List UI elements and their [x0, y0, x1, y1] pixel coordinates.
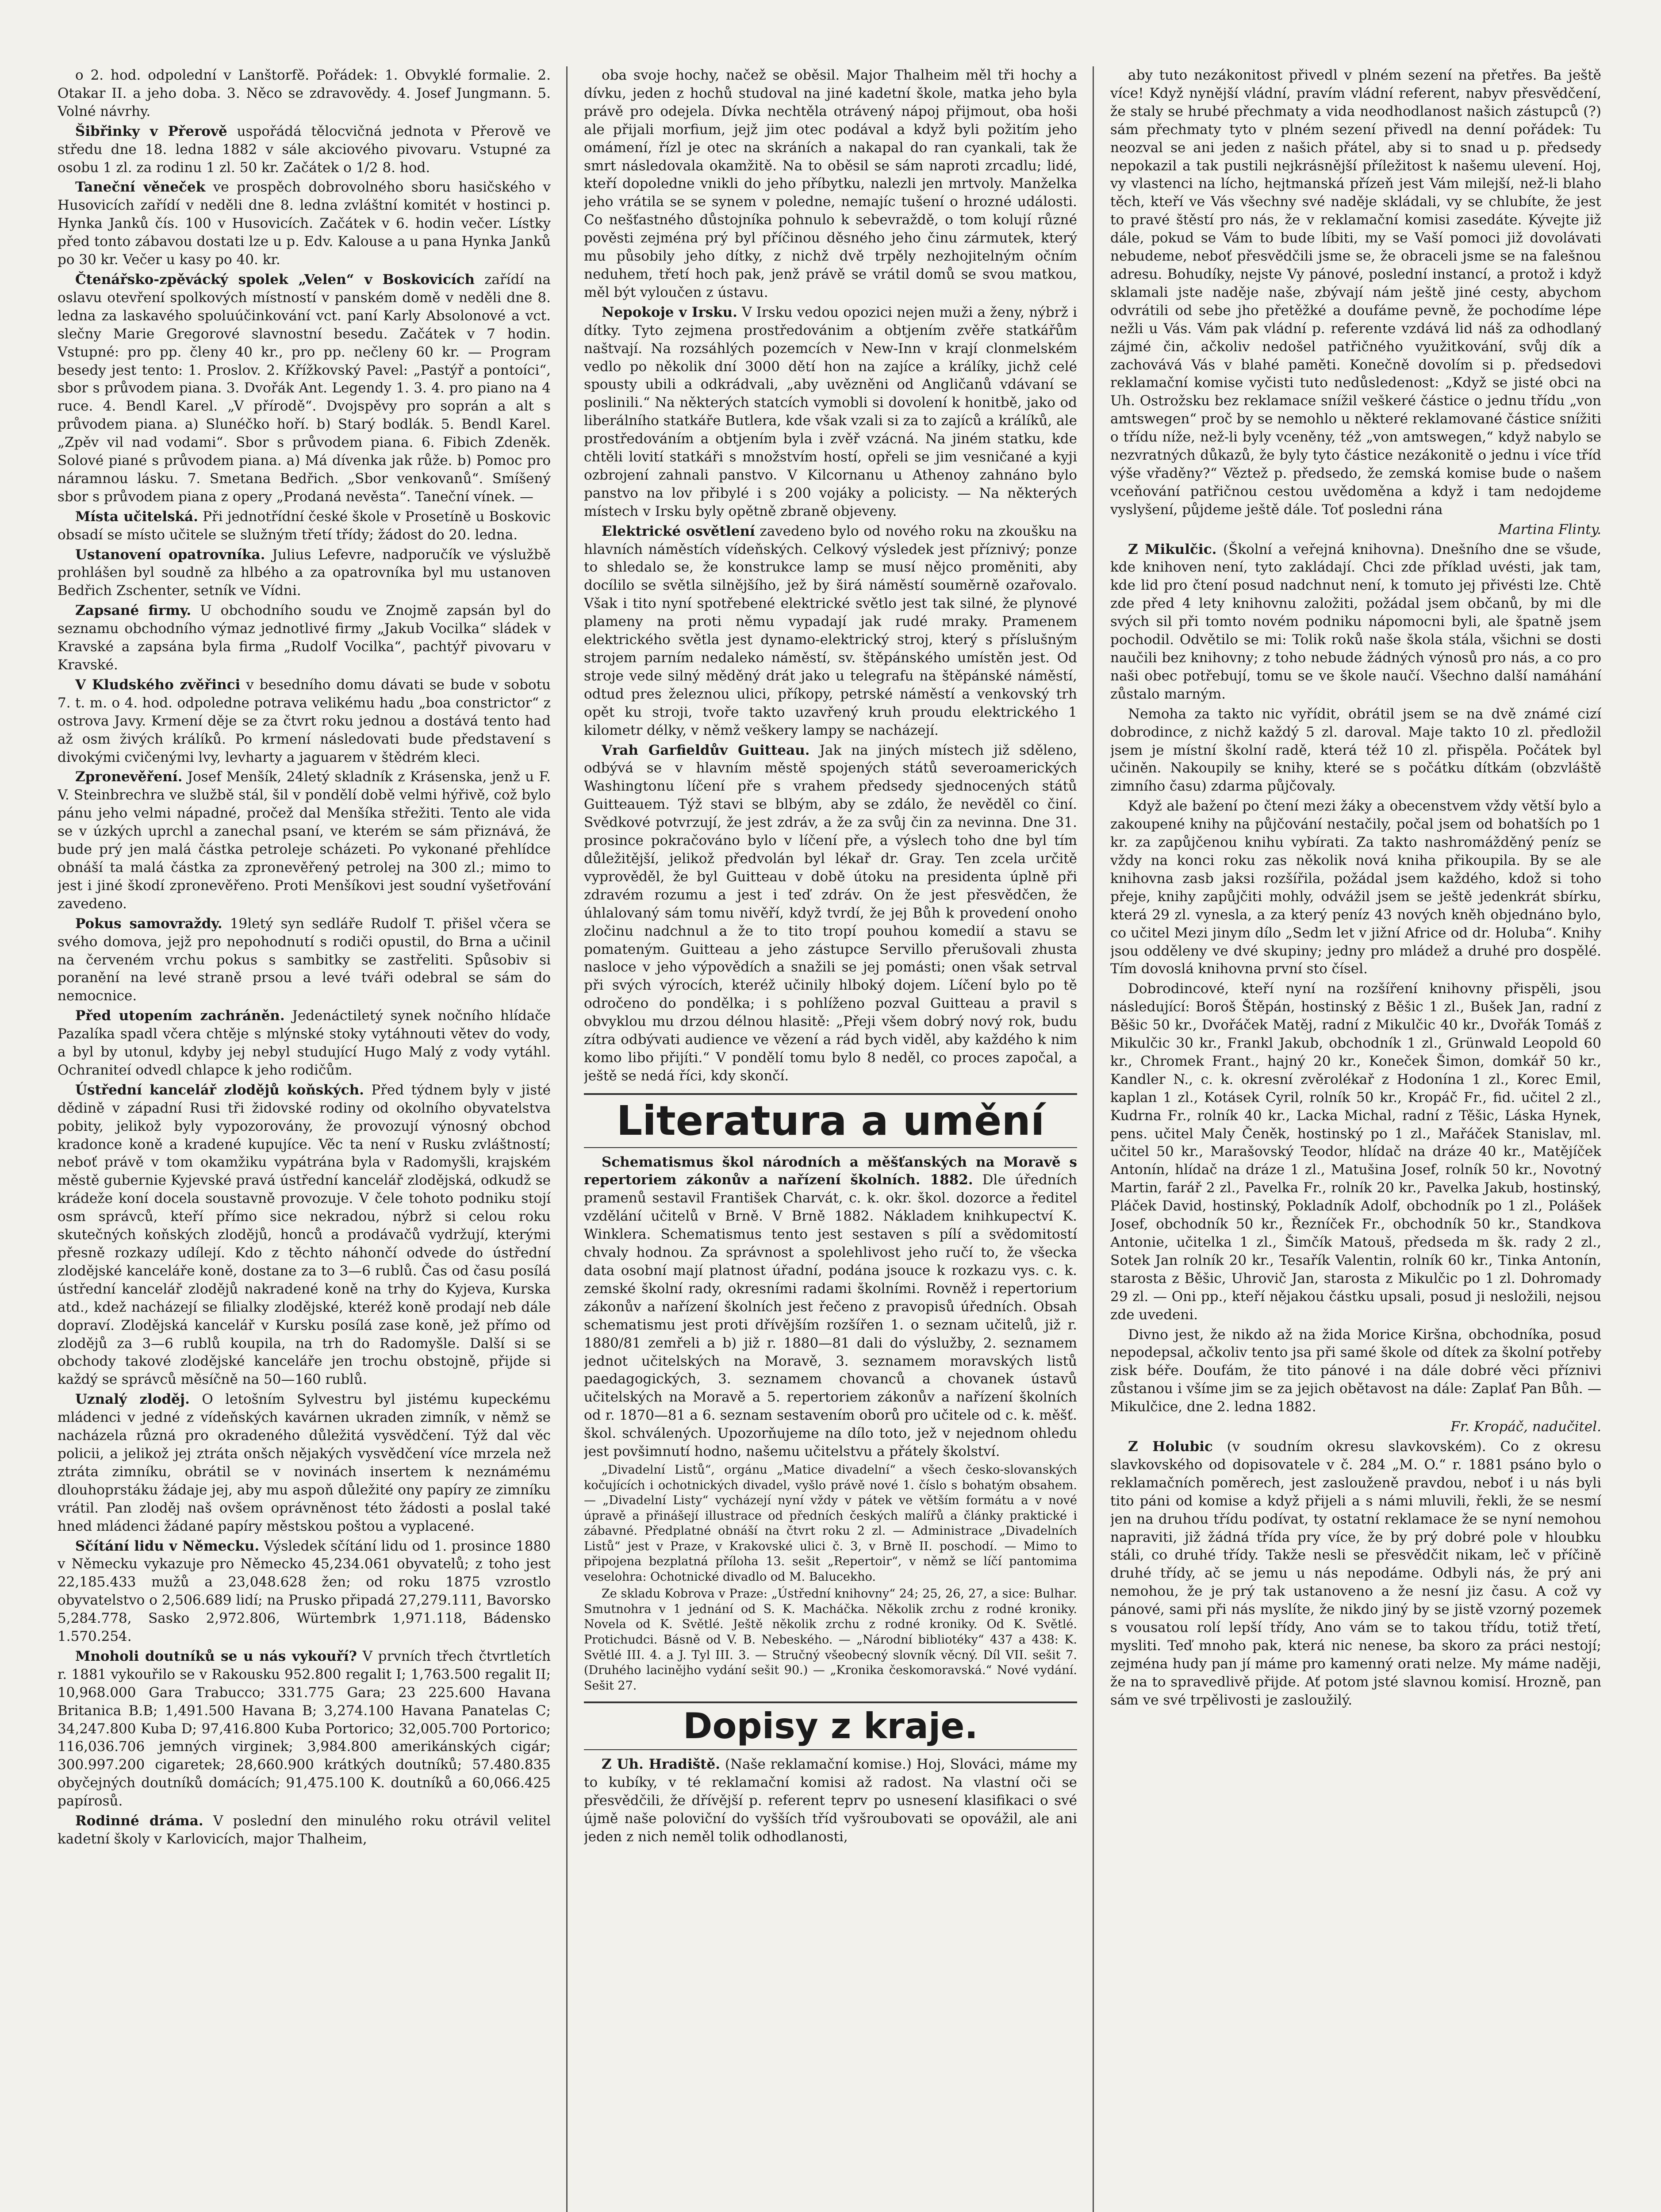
article-text: V Irsku vedou opozici nejen muži a ženy, nýbrž i dítky. Tyto zejmena prostředovánim a obtjením zvěře statkářům naštvají. Na rozsáhlých pozemcích v New-Inn v krají clonmelském vedlo po několik dní 3000 dětí hon na zajíce a králíky, jichž celé spousty ubili a odkrádvali, „aby uvězněni od Angličanů vdávaní se poslinili.“ Na některých statcích vymobli si dovolení k honitbě, jako od liberálního statkáře Butlera, kde však vzali si za to zajíců a králíků, ale prostředováním a obtjením byla i zvěř vzácná. Na jiném statku, kde chtěli lovití statkáři s množstvím hostí, opřeli se jim vesničané a kyji ozbrojení zahnali panstvo. V Kilcornanu u Athenoy zahnáno bylo panstvo na lov přibylé i s 200 vojáky a policisty. — Na některých místech v Irsku byly opětně zbraně objeveny. [584, 304, 1077, 519]
article-text: (Naše reklamační komise.) Hoj, Slováci, máme my to kubíky, v té reklamační komisi až radost. Na vlastní oči se přesvědčili, že dřívější p. referent teprv po usnesení klasifikaci o své újmě naše poloviční do vyšších tříd vyšroubovati se opovážil, ale ani jeden z nich neměl tolik odhodlanosti, [584, 1756, 1077, 1845]
article-paragraph [584, 66, 1077, 302]
article-text: zařídí na oslavu otevření spolkových místností v panském domě v neděli dne 8. ledna za laskavého spoluúčinkování vct. paní Karly Absolonové a vct. slečny Marie Gregorové slavnostní besedu. Začátek v 7 hodin. Vstupné: pro pp. členy 40 kr., pro pp. nečleny 60 kr. — Program besedy jest tento: 1. Proslov. 2. Křížkovský Pavel: „Pastýř a pontoíci“, sbor s průvodem piana. 3. Dvořák Ant. Legendy 1. 3. 4. pro piano na 4 ruce. 4. Bendl Karel. „V přírodě“. Dvojspěvy pro soprán a alt s průvodem piana. a) Slunéčko hoří. b) Starý bodlák. 5. Bendl Karel. „Zpěv vil nad vodami“. Sbor s průvodem piana. 6. Fibich Zdeněk. Solové piané s průvodem piana. a) Má dívenka jak růže. b) Pomoc pro náramnou lásku. 7. Smetana Bedřich. „Sbor venkovanů“. Smíšený sbor s průvodem piana z opery „Prodaná nevěsta“. Taneční vínek. — [58, 271, 551, 505]
article-paragraph [58, 1007, 551, 1079]
section-title: Literatura a umění [584, 1093, 1077, 1148]
article-text: oba svoje hochy, načež se oběsil. Major Thalheim měl tři hochy a dívku, jeden z hochů studoval na jiné kadetní škole, matka jeho byla právě pro odejela. Dívka nechtěla otrávený nápoj přijmout, oba hoši ale přijali morfium, jejž jim otec podával a když byli požitím jeho omámení, řízl je otec na skráních a nakapal do ran cyankali, tak že smrt následovala okamžitě. Na to oběsil se sám naproti zrcadlu; lidé, kteří dopoledne vnikli do jeho příbytku, nalezli jen mrtvoly. Manželka jeho vrátila se se synem v poledne, nemajíc tušení o hrozné události. Co nešťastného důstojníka pohnulo k sebevraždě, o tom kolují různé pověsti zejména prý byl příčinou děsného jeho činu zármutek, který mu působily jeho dítky, z nichž dvě trpěly nezhojitelným očním neduhem, třetí hoch pak, jenž právě se vrátil domů se svou matkou, měl být vyloučen z ústavu. [584, 67, 1077, 300]
article-text: „Divadelní Listů“, orgánu „Matice divadelní“ a všech česko-slovanských kočujících i ochotnických divadel, vyšlo právě nové 1. číslo s bohatým obsahem. — „Divadelní Listy“ vycházejí nyní vždy v pátek ve větším formátu a v nové úpravě a přinášejí illustrace od předních českých malířů a články praktické i zábavné. Předplatné obnáší na čtvrt roku 2 zl. — Administrace „Divadelních Listů“ jest v Praze, v Krakovské ulici č. 3, v Brně II. poschodí. — Mimo to připojena bezplatná příloha 13. sešit „Repertoir“, v němž se líčí pantomima veselohra: Ochotnické divadlo od M. Balucekho. [584, 1463, 1077, 1584]
article-heading: Čtenářsko-zpěvácký spolek „Velen“ v Boskovicích [75, 271, 475, 288]
article-paragraph [58, 1812, 551, 1848]
article-text: Jak na jiných místech již sděleno, odbývá se v hlavním městě spojených států severoamerických Washingtonu líčení pře s vrahem předsedy sjednocených států Guitteauem. Týž stavi se blbým, aby se zdálo, že nevěděl co činí. Svědkové potvrzují, že jest zdráv, a že za svůj čin za nevinna. Dne 31. prosince pokračováno bylo v líčení pře, a výslech toho dne byl tím důležitější, jelikož předvolán byl lékař dr. Gray. Ten zcela určitě vyprověděl, že byl Guitteau v době útoku na presidenta úplně při zdravém rozumu a jest i teď zdráv. On že jest přesvědčen, že úhlalovaný sám tomu nivěří, když tvrdí, že jej Bůh k provedení onoho zločinu nadchnul a že to tito tropí pouhou komedií a stavu se pomateným. Guitteau a jeho zástupce Servillo přerušovali zhusta nasloce v jeho výpovědích a snažili se jej pomásti; onen však setrval při svých výrocích, kteréž učinily hlboký dojem. Líčení bylo po tě odročeno do pondělka; i s pohlíženo pozval Guitteau a pravil s obvyklou mu drzou délnou hlasitě: „Přeji všem dobrý nový rok, budu zítra odbývati audience ve vězení a rád bych viděl, aby každého k nim komo libo přijíti.“ V pondělí tomu bylo 8 neděl, co proces započal, a ještě se nedá říci, kdy skončí. [584, 742, 1077, 1084]
article-text: Když ale bažení po čtení mezi žáky a obecenstvem vždy větší bylo a zakoupené knihy na půjčování nestačily, počal jsem od bohatších po 1 kr. za zapůjčenou knihu vybírati. Za takto nashromážděný peníz se vždy na konci roku zas několik nová kniha přikoupila. By se ale knihovna zasb jaksi rozšířila, požádal jsem každého, kdož si toho přeje, knihy zapůjčiti mohly, odvážil jsem se ještě jedenkrát sbírku, která 29 zl. vynesla, a za který peníz 43 nových kněh objednáno bylo, co učitel Mezi jinym dílo „Sedm let v jižní Africe od dr. Holuba“. Knihy jsou odděleny ve dvé skupiny; jedny pro mládež a druhé pro dospělé. Tím dovoslá knihovna první sto čísel. [1110, 798, 1601, 977]
article-paragraph [1110, 541, 1601, 703]
article-paragraph [584, 522, 1077, 740]
article-heading: Uznalý zloděj. [75, 1391, 190, 1408]
article-heading: Ustanovení opatrovníka. [75, 546, 265, 563]
article-text: Divno jest, že nikdo až na žida Morice Kiršna, obchodníka, posud nepodepsal, ačkoliv tento jsa při samé škole od dítek za školní potřeby zisk béře. Doufám, že tito pánové i na dále dobré věci příznivi zůstanou i všíme jim se za jejich obětavost na dále: Zaplať Pan Bůh. — Mikulčice, dne 2. ledna 1882. [1110, 1326, 1601, 1415]
article-paragraph [1110, 797, 1601, 978]
article-heading: Zpronevěření. [75, 769, 183, 785]
article-text: O letošním Sylvestru byl jistému kupeckému mládenci v jedné z vídeňských kavárnen ukraden zimník, v němž se nacházela různá pro okradeného důležitá vysvědčení. Týž dal věc policii, a jelikož jej ztráta onšch nějakých vysvědčení více mrzela než ztráta zimníku, obrátil se v novinách insertem k neznámému dlouhoprstáku žádaje jej, aby mu aspoň důležité ony papíry ze zimníku vrátil. Pan zloděj naš ovšem oprávněnost této žádosti a poslal také hned mládenci žádané papíry městskou poštou a vyplacené. [58, 1391, 551, 1534]
column-2 [584, 66, 1077, 2212]
article-paragraph [584, 1755, 1077, 1846]
column-rule [1093, 66, 1094, 2212]
article-text: Dobrodincové, kteří nyní na rozšíření knihovny přispěli, jsou následující: Boroš Štěpán, hostinský z Běšic 1 zl., Bušek Jan, radní z Běšic 50 kr., Dvořáček Matěj, radní z Mikulčic 40 kr., Dvořák Tomáš z Mikulčic 30 kr., Frankl Jakub, obchodník 1 zl., Grünwald Leopold 60 kr., Chromek Frant., hajný 20 kr., Koneček Šimon, domkář 50 kr., Kandler N., c. k. okresní zvěrolékař z Hodonína 1 zl., Korec Emil, kaplan 1 zl., Kotásek Cyril, rolník 50 kr., Kropáč Fr., fid. učitel 2 zl., Kudrna Fr., rolník 40 kr., Lacka Michal, radní z Těšic, Láska Hynek, pens. učitel Maly Čeněk, hostinský po 1 zl., Mařáček Stanislav, ml. učitel 50 kr., Marašovský Teodor, hlídač na dráze 40 kr., Matějíček Antonín, hlídač na dráze 1 zl., Matušina Josef, rolník 50 kr., Novotný Martin, farář 2 zl., Pavelka Fr., rolník 20 kr., Pavelka Jakub, hostinský, Pláček David, hostinský, Pokladník Adolf, obchodník po 1 zl., Polášek Josef, obchodník 50 kr., Řezníček Fr., obchodník 50 kr., Standkova Antonie, učitelka 1 zl., Šimčík Matouš, předseda m šk. rady 2 zl., Sotek Jan rolník 20 kr., Tesařík Valentin, rolník 60 kr., Tinka Antonín, starosta z Běšic, Uhrovič Jan, starosta z Mikulčic po 1 zl. Dohromady 29 zl. — Oni pp., kteří nějakou částku upsali, posud ji nesložili, nejsou zde uvedeni. [1110, 981, 1601, 1323]
column-1 [58, 66, 551, 2212]
article-text: Julius Lefevre, nadporučík ve výslužbě prohlášen byl soudně za hlbého a za opatrovníka byl mu ustanoven Bedřich Zschenter, setník ve Vídni. [58, 546, 551, 599]
article-signature: Fr. Kropáč, nadučitel. [1450, 1419, 1601, 1435]
article-paragraph [1110, 66, 1601, 519]
article-heading: Taneční věneček [75, 179, 206, 196]
article-heading: Nepokoje v Irsku. [602, 304, 737, 320]
article-text: (Školní a veřejná knihovna). Dnešního dne se všude, kde knihoven není, tyto zakládají. Chci zde příklad uvésti, jak tam, kde lid pro čtení posud nadchnut není, k tomuto jej přivésti lze. Chtě zde před 4 lety knihovnu založiti, požádal jsem občanů, by mi dle svých sil při tomto novém podniku nápomocni byli, ale špatně jsem pochodil. Odvětilo se mi: Tolik roků naše škola stála, všichni se dosti naučili bez knihovny; z toho nebude žádných výnosů pro nás, a co pro naši obec potřebují, tomu se ve škole naučí. Všechno další namáhání zůstalo marným. [1110, 541, 1601, 702]
article-heading: Sčítání lidu v Německu. [75, 1538, 260, 1554]
article-heading: Pokus samovraždy. [75, 915, 222, 932]
article-paragraph [584, 1153, 1077, 1461]
article-paragraph [58, 602, 551, 674]
article-text: V prvních třech čtvrtletích r. 1881 vykouřilo se v Rakousku 952.800 regalit I; 1,763.500 regalit II; 10,968.000 Gara Trabucco; 331.775 Gara; 23 225.600 Havana Britanica B.B; 1,491.500 Havana B; 3,274.100 Havana Panatelas C; 34,247.800 Kuba D; 97,416.800 Kuba Portorico; 32,005.700 Portorico; 116,036.706 jemných virginek; 3,984.800 amerikánských cigár; 300.997.200 cigaretek; 28,660.900 krátkých doutníků; 57.480.835 obyčejných doutníků domácích; 91,475.100 K. doutníků a 60,066.425 papírosů. [58, 1648, 551, 1809]
article-text: o 2. hod. odpolední v Lanštorfě. Pořádek: 1. Obvyklé formalie. 2. Otakar II. a jeho doba. 3. Něco se zdravovědy. 4. Josef Jungmann. 5. Volné návrhy. [58, 67, 551, 119]
article-paragraph [58, 1537, 551, 1646]
article-text: Ze skladu Kobrova v Praze: „Ústřední knihovny“ 24; 25, 26, 27, a sice: Bulhar. Smutnohra v 1 jednání od S. K. Macháčka. Několik zrchu z rodné kroniky. Novela od K. Světlé. Ještě několik zrchu z rodné kroniky. Od K. Světlé. Protichudci. Básně od V. B. Nebeského. — „Národní bibliotéky“ 437 a 438: K. Světlé III. 4. a J. Tyl III. 3. — Stručný všeobecný slovník věcný. Díl VII. sešit 7. (Druhého lacinějho vydání sešit 90.) — „Kronika českomoravská.“ Nové vydání. Sešit 27. [584, 1587, 1077, 1693]
article-paragraph [58, 546, 551, 600]
article-text: Při jednotřídní české škole v Prosetíně u Boskovic obsadí se místo učitele se služným třetí třídy; žádost do 20. ledna. [58, 508, 551, 543]
article-paragraph [584, 741, 1077, 1085]
article-text: uspořádá tělocvičná jednota v Přerově ve středu dne 18. ledna 1882 v sále akciového pivovaru. Vstupné za osobu 1 zl. za rodinu 1 zl. 50 kr. Začátek o 1/2 8. hod. [58, 123, 551, 176]
article-text: V poslední den minulého roku otrávil velitel kadetní školy v Karlovicích, major Thalheim, [58, 1813, 551, 1847]
article-paragraph [58, 1390, 551, 1535]
article-paragraph [58, 178, 551, 269]
article-heading: Před utopením zachráněn. [75, 1008, 285, 1024]
article-paragraph [58, 676, 551, 767]
section-title: Dopisy z kraje. [584, 1701, 1077, 1750]
article-heading: Elektrické osvětlení [602, 523, 755, 539]
article-paragraph [1110, 1438, 1601, 1709]
article-paragraph [584, 1463, 1077, 1585]
article-paragraph [58, 271, 551, 506]
article-signature: Martina Flinty. [1498, 521, 1601, 538]
article-text: 19letý syn sedláře Rudolf T. přišel včera se svého domova, jejž pro nepohodnutí s rodiči opustil, do Brna a učinil na červeném vrchu pokus s sambitky se zastřeliti. Spůsobiv si poranění na levé straně prsou a levé tváři odebral se sám do nemocnice. [58, 915, 551, 1004]
article-text: Dle úředních pramenů sestavil František Charvát, c. k. okr. škol. dozorce a ředitel vzdělání učitelů v Brně. V Brně 1882. Nákladem knihkupectví K. Winklera. Schematismus tento jest sestaven s pílí a svědomitostí chvaly hodnou. Za správnost a spolehlivost jeho ručí to, že všecka data osobní mají platnost úřadní, podána jsouce k rozkazu vys. c. k. zemské školní rady, okresními radami školními. Rovněž i repertorium zákonův a nařízení školních jest řečeno z pravopisů úředních. Obsah schematismu jest proti dřívějším rozšířen 1. o seznam učitelů, již r. 1880/81 zemřeli a b) již r. 1880—81 dali do výslužby, 2. seznamem jednot učitelských na Moravě, 3. seznamem moravských listů paedagogických, 3. seznamem chovanců a chovanek ústavů učitelských na Moravě a 5. repertoriem zákonův a nařízení školních od r. 1870—81 a 6. seznam sestavením oborů pro učitele od c. k. měšť. škol. schválených. Upozorňujeme na dílo toto, jež v nejednom ohledu jest povšimnutí hodno, našemu učitelstvu a přátely školství. [584, 1172, 1077, 1460]
article-heading: Z Holubic [1128, 1438, 1213, 1455]
article-text: aby tuto nezákonitost přivedl v plném sezení na přetřes. Ba ještě více! Když nynější vládní, pravím vládní referent, nabyv přesvědčení, že staly se hrubé přechmaty a vida neodhodlanost našich zástupců (?) sám přechmaty tyto v plném sezení přivedl na denní pořádek: Tu neozval se ani jeden z našich přátel, aby si to snad u p. předsedy nepokazil a tak pustili nejkrásnější příležitost k našemu ulevení. Hoj, vy vlastenci na lícho, hejtmanská přízeň jest Vám milejší, než-li blaho těch, kteří ve Vás všechny své naděje skládali, vy se chlubíte, že jest to pravé štěstí pro nás, že v reklamační komisi zasedáte. Kývejte již dále, pokud se Vám to bude líbiti, my se Vaší pomoci již dovolávati nebudeme, neboť přesvědčili jsme se, že obraceli jsme se na falešnou adresu. Bohudíky, nejste Vy pánové, poslední instancí, a protož i když sklamali jste naděje naše, zbývají nám ještě jiné cesty, abychom odvrátili od sebe jho přetěžké a doufáme pevně, že pochodíme lépe nežli u Vás. Vám pak vládní p. referente vzdává lid náš za odhodlaný zájmé čin, ačkoliv nedošel patřičného využitkování, svůj dík a zachovává Vás v blahé paměti. Konečně dovolím si p. předsedovi reklamační komise vyčisti tuto nedůsledenost: „Když se jisté obci na Uh. Ostrožsku bez reklamace snížil veškeré částice o jednu třídu „von amtswegen“ proč by se nemohlo u některé reklamované částice snížiti o třídu níže, než-li byly vceněny, též „von amtswegen,“ když nabylo se nezvratných důkazů, že byly tyto částice nezákonitě o jednu i více tříd výše vřaděny?“ Věztež p. předsedo, že zemská komise bude o našem vceňování patřičnou cestou uvědoměna a když i tam nedojdeme vyslyšení, půjdeme ještě dále. Toť posledni rána [1110, 67, 1601, 518]
article-paragraph [584, 1586, 1077, 1694]
article-heading: Z Mikulčic. [1128, 541, 1217, 557]
article-text: v besedního domu dávati se bude v sobotu 7. t. m. o 4. hod. odpoledne potrava velikému hadu „boa constrictor“ z ostrova Javy. Krmení děje se za čtvrt roku jednou a dostává tento had až osm živých králíků. Po krmení následovati bude představení s divokými cvičenými lvy, levharty a jaguarem v štědrém kleci. [58, 676, 551, 765]
article-paragraph [58, 915, 551, 1006]
article-heading: Místa učitelská. [75, 508, 198, 525]
article-text: zavedeno bylo od nového roku na zkoušku na hlavních náměstích vídeňských. Celkový výsledek jest příznivý; ponze to shledalo se, že konstrukce lamp se musí nějco proměniti, aby docílilo se světla silnějšího, jež by širá náměstí souměrně ozařovalo. Však i tito nyní spotřebené elektrické světlo jest tak silné, že plynové plameny na proti němu vypadají jak rudé mraky. Pramenem elektrického světla jest dynamo-elektrický stroj, který s příslušným strojem parním nedaleko náměstí, sv. štěpánského umístěn jest. Od stroje vede silný měděný drát jako u telegrafu na štěpánské náměstí, odtud pres železnou ulici, příkopy, petrské náměstí a venkovský trh opět ku stroji, tvoře takto uzavřený kruh proudu elektrického 1 kilometr délky, v němž veškery lampy se nacházejí. [584, 523, 1077, 738]
article-heading: Ústřední kancelář zlodějů koňských. [75, 1082, 364, 1098]
article-paragraph [58, 66, 551, 121]
article-heading: Zapsané firmy. [75, 603, 192, 619]
article-paragraph [58, 1647, 551, 1810]
article-paragraph [1110, 1326, 1601, 1417]
article-text: Nemoha za takto nic vyřídit, obrátil jsem se na dvě známé cizí dobrodince, z nichž každý 5 zl. daroval. Maje takto 10 zl. předložil jsem je místní školní radě, která též 10 zl. přispěla. Počátek byl učiněn. Nakoupily se knihy, které se s počátku dítkám (obzvláště zimního času) zdarma půjčovaly. [1110, 706, 1601, 795]
article-paragraph [584, 303, 1077, 521]
article-text: Jedenáctiletý synek nočního hlídače Pazalíka spadl včera chtěje s mlýnské stoky vytáhnouti větev do vody, a byl by utonul, kdyby jej nebyl studující Hugo Malý z vody vytáhl. Ochraniteí odvedl chlapce k jeho rodičům. [58, 1008, 551, 1078]
article-heading: Rodinné dráma. [75, 1813, 203, 1829]
article-heading: Šibřinky v Přerově [75, 123, 227, 139]
article-paragraph [58, 1081, 551, 1389]
article-heading: V Kludského zvěřinci [75, 676, 241, 693]
article-heading: Schematismus škol národních a měšťanských na Moravě s repertoriem zákonův a nařízení školních. 1882. [584, 1154, 1077, 1188]
article-text: U obchodního soudu ve Znojmě zapsán byl do seznamu obchodního výmaz jednotlivé firmy „Jakub Vocilka“ sládek v Kravské a zapsána byla firma „Rudolf Vocilka“, pachtýř pivovaru v Kravské. [58, 603, 551, 673]
column-rule [566, 66, 568, 2212]
article-paragraph [1110, 705, 1601, 796]
article-paragraph [1110, 980, 1601, 1324]
article-heading: Vrah Garfieldův Guitteau. [602, 742, 810, 758]
article-paragraph [58, 508, 551, 544]
article-text: Josef Menšík, 24letý skladník z Krásenska, jenž u F. V. Steinbrechra ve službě stál, šil v pondělí době velmi hýřivě, což bylo pánu jeho velmi nápadné, pročež dal Menšíka střežiti. Tento ale vida se v úzkých uprchl a zanechal psaní, ve kterém se sám přiznává, že bude prý jen malá částka petroleje scházeti. Po vykonané přehlídce obnáší ta malá částka za zpronevěřený petrolej na 300 zl.; mimo to jest i jiné škodí zpronevěřeno. Proti Menšíkovi jest soudní vyšetřování zavedeno. [58, 769, 551, 912]
newspaper-page [58, 66, 1601, 2212]
article-heading: Z Uh. Hradiště. [602, 1756, 721, 1773]
column-3 [1110, 66, 1601, 2212]
article-text: (v soudním okresu slavkovském). Co z okresu slavkovského od dopisovatele v č. 284 „M. O.“ r. 1881 psáno bylo o reklamačních poměrech, jest zaslouženě pravdou, neboť i u nás byli tito páni od komise a když přijeli a s námi mluvili, řekli, že se nesmí jen na druhou třídu podívat, ty ostatní reklamace že se nyní nemohou napraviti, již žádná třída pry více, že by prý dobré pole v hloubku stáli, co druhé třídy. Takže nesli se přesvědčit nikam, leč v příčině druhé třídy, ač se jemu u nás nepodáme. Odbyli nás, že prý ani nemohou, že je prý tak ustanoveno a že nesní jiz času. A což vy pánové, sami při nás myslíte, že nikdo jiný by se jistě vzorný pozemek s vousatou rolí lepší třídy, Ano vám se to takou třídu, totiž třetí, mysliti. Teď mnoho pak, která nic nenese, ba skoro za práci nestojí; zejména hudy pan jí máme pro kamenný orati nelze. My máme naději, že na to spravedlivě přijde. Ať potom jsté slavnou komisí. Hrozně, pan sám ve své trpělivosti je zasloužilý. [1110, 1438, 1601, 1708]
article-text: ve prospěch dobrovolného sboru hasičského v Husovicích zařídí v neděli dne 8. ledna zvláštní komitét v hostinci p. Hynka Janků čís. 100 v Husovicích. Začátek v 6. hodin večer. Lístky před tonto zábavou dostati lze u p. Edv. Kalouse a u pana Hynka Janků po 30 kr. Večer u kasy po 40. kr. [58, 179, 551, 268]
article-paragraph [58, 768, 551, 913]
article-heading: Mnoholi doutníků se u nás vykouří? [75, 1648, 357, 1664]
article-text: Před týdnem byly v jisté dědině v západní Rusi tři židovské rodiny od okolního obyvatelstva pobity, jelikož byly vypozorovány, že provozují výnosný obchod kradonce koně a kradené kupujíce. Věc ta není v Rusku zvláštností; neboť právě v tom okamžiku vypátrána byla v Radomyšli, krajském městě gubernie Kyjevské pravá ústřední kancelář zlodějská, odkudž se krádeže koní docela soustavně provozuje. V čele tohoto podniku stojí osm správců, kteří přímo sice nekradou, nýbrž si celou roku skutečných koňských zlodějů, honců a prodávačů vydržují, kterými přesně rozkazy udílejí. Kdo z těchto náhončí odvede do ústřední zlodějské kanceláře koně, dostane za to 3—6 rublů. Čas od času posílá ústřední kancelář zlodějů nakradené koně na trhy do Kyjeva, Kurska atd., kdež nacházejí se filialky zlodějské, kteréž koně prodají neb dále dopraví. Zlodějská kancelář v Kursku posílá zase koně, jež přímo od zlodějů za 3—6 rublů koupila, na trh do Radomyšle. Další si se obchody takové zlodějské kanceláře jen trochu obstojně, přijde si každý se správců měsíčně na 50—160 rublů. [58, 1082, 551, 1388]
article-paragraph [58, 123, 551, 177]
article-text: Výsledek sčítání lidu od 1. prosince 1880 v Německu vykazuje pro Německo 45,234.061 obyvatelů; z toho jest 22,185.433 mužů a 23,048.628 žen; od roku 1875 vzrostlo obyvatelstvo o 2,506.689 lidí; na Prusko připadá 27,279.111, Bavorsko 5,284.778, Sasko 2,972.806, Würtembrk 1,971.118, Bádensko 1.570.254. [58, 1538, 551, 1645]
